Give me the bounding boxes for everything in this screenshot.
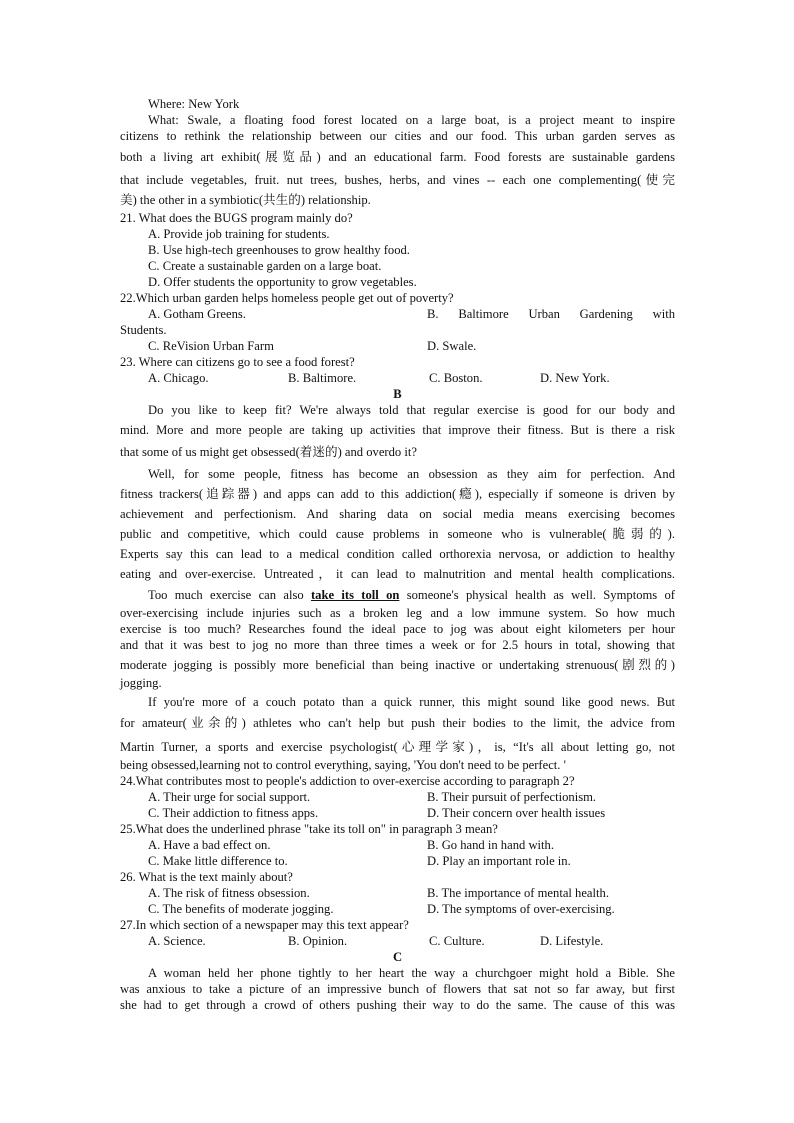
passage-b-p3-line: moderate jogging is possibly more beneficial than being inactive or undertaking strenuous(剧烈的) bbox=[120, 658, 675, 672]
question-25: 25.What does the underlined phrase "take its toll on" in paragraph 3 mean? bbox=[120, 822, 498, 836]
q27-option-b: B. Opinion. bbox=[288, 934, 348, 948]
section-b-heading: B bbox=[393, 387, 402, 401]
q25-options-row2 bbox=[120, 853, 675, 869]
question-24: 24.What contributes most to people's addiction to over-exercise according to paragraph 2? bbox=[120, 774, 575, 788]
q23-option-d: D. New York. bbox=[540, 371, 610, 385]
q27-options bbox=[120, 933, 675, 949]
q26-options-row1 bbox=[120, 885, 675, 901]
q25-option-a: A. Have a bad effect on. bbox=[148, 838, 271, 852]
q24-option-a: A. Their urge for social support. bbox=[148, 790, 311, 804]
q22-option-c: C. ReVision Urban Farm bbox=[148, 339, 274, 353]
q26-option-b: B. The importance of mental health. bbox=[427, 886, 609, 900]
passage-c-line: was anxious to take a picture of an impressive bunch of flowers that sat not so far away, but first bbox=[120, 982, 675, 996]
q22-option-d: D. Swale. bbox=[427, 339, 477, 353]
q24-option-b: B. Their pursuit of perfectionism. bbox=[427, 790, 597, 804]
q23-options bbox=[120, 370, 675, 386]
passage-b-p3-first-line bbox=[120, 585, 675, 605]
q24-options-row2 bbox=[120, 805, 675, 821]
q27-option-d: D. Lifestyle. bbox=[540, 934, 604, 948]
q21-option-c: C. Create a sustainable garden on a large boat. bbox=[148, 259, 382, 273]
passage-a-line: that include vegetables, fruit. nut trees, bushes, herbs, and vines -- each one complementing(使完 bbox=[120, 173, 675, 187]
q24-option-c: C. Their addiction to fitness apps. bbox=[148, 806, 319, 820]
passage-b-p3-line: over-exercising include injuries such as a broken leg and a low immune system. So how much bbox=[120, 606, 675, 620]
passage-b-p3-line: exercise is too much? Researches found the ideal pace to jog was about eight kilometers per hour bbox=[120, 622, 675, 636]
passage-c-line: she had to get through a crowd of others pushing their way to do the same. The cause of this was bbox=[120, 998, 675, 1012]
q22-option-b: B. Baltimore Urban Gardening with bbox=[427, 307, 675, 321]
passage-b-p3-line: and that it was best to jog no more than three times a week or for 2.5 hours in total, showing that bbox=[120, 638, 675, 652]
passage-a-line: citizens to rethink the relationship between our cities and our food. This urban garden serves as bbox=[120, 129, 675, 143]
passage-a-line: 美) the other in a symbiotic(共生的) relationship. bbox=[120, 193, 371, 207]
passage-b-p4-line: If you're more of a couch potato than a quick runner, this might sound like good news. But bbox=[148, 695, 675, 709]
passage-a-line: What: Swale, a floating food forest located on a large boat, is a project meant to inspire bbox=[148, 113, 675, 127]
passage-b-p2-line: public and competitive, which could cause problems in someone who is vulnerable(脆弱的). bbox=[120, 527, 675, 541]
q21-option-b: B. Use high-tech greenhouses to grow healthy food. bbox=[148, 243, 410, 257]
q25-options-row1 bbox=[120, 837, 675, 853]
q21-option-d: D. Offer students the opportunity to grow vegetables. bbox=[148, 275, 417, 289]
q27-option-a: A. Science. bbox=[148, 934, 206, 948]
passage-b-p2-line: Well, for some people, fitness has become an obsession as they aim for perfection. And bbox=[148, 467, 675, 481]
q25-option-c: C. Make little difference to. bbox=[148, 854, 288, 868]
question-21: 21. What does the BUGS program mainly do? bbox=[120, 211, 353, 225]
q22-option-a: A. Gotham Greens. bbox=[148, 307, 246, 321]
section-c-heading: C bbox=[392, 950, 403, 964]
q27-option-c: C. Culture. bbox=[429, 934, 485, 948]
q23-option-a: A. Chicago. bbox=[148, 371, 209, 385]
p3-text-before: Too much exercise can also bbox=[148, 588, 311, 602]
passage-c-line: A woman held her phone tightly to her heart the way a churchgoer might hold a Bible. She bbox=[148, 966, 675, 980]
q26-option-a: A. The risk of fitness obsession. bbox=[148, 886, 310, 900]
document-content bbox=[120, 96, 675, 1013]
question-23: 23. Where can citizens go to see a food forest? bbox=[120, 355, 355, 369]
q21-option-a: A. Provide job training for students. bbox=[148, 227, 330, 241]
passage-b-p2-line: achievement and perfectionism. And sharing data on social media means exercising becomes bbox=[120, 507, 675, 521]
passage-b-p2-line: eating and over-exercise. Untreated，it can lead to malnutrition and mental health complications. bbox=[120, 567, 675, 581]
question-27: 27.In which section of a newspaper may this text appear? bbox=[120, 918, 409, 932]
question-22: 22.Which urban garden helps homeless people get out of poverty? bbox=[120, 291, 454, 305]
where-line: Where: New York bbox=[148, 97, 240, 111]
q22-options-row2 bbox=[120, 338, 675, 354]
q22-option-b-cont: Students. bbox=[120, 323, 167, 337]
q23-option-c: C. Boston. bbox=[429, 371, 483, 385]
question-26: 26. What is the text mainly about? bbox=[120, 870, 293, 884]
q26-options-row2 bbox=[120, 901, 675, 917]
q25-option-d: D. Play an important role in. bbox=[427, 854, 571, 868]
q24-options-row1 bbox=[120, 789, 675, 805]
passage-b-p1-line: mind. More and more people are taking up activities that improve their fitness. But is there a risk bbox=[120, 423, 675, 437]
q26-option-d: D. The symptoms of over-exercising. bbox=[427, 902, 615, 916]
passage-b-p4-line: Martin Turner, a sports and exercise psychologist(心理学家)，is, “It's all about letting go, not bbox=[120, 740, 675, 754]
passage-b-p4-line: being obsessed,learning not to control everything, saying, 'You don't need to be perfect. ' bbox=[120, 758, 566, 772]
q26-option-c: C. The benefits of moderate jogging. bbox=[148, 902, 334, 916]
passage-b-p1-line: that some of us might get obsessed(着迷的) and overdo it? bbox=[120, 445, 417, 459]
q23-option-b: B. Baltimore. bbox=[288, 371, 357, 385]
passage-a-line: both a living art exhibit(展览品) and an educational farm. Food forests are sustainable gardens bbox=[120, 150, 675, 164]
q24-option-d: D. Their concern over health issues bbox=[427, 806, 606, 820]
q25-option-b: B. Go hand in hand with. bbox=[427, 838, 554, 852]
passage-b-p4-line: for amateur(业余的) athletes who can't help but push their bodies to the limit, the advice from bbox=[120, 716, 675, 730]
p3-text-after: someone's physical health as well. Symptoms of bbox=[399, 588, 675, 602]
passage-b-p3-line: jogging. bbox=[120, 676, 162, 690]
q22-options-row1 bbox=[120, 306, 675, 322]
passage-b-p2-line: fitness trackers(追踪器) and apps can add to this addiction(瘾), especially if someone is driven by bbox=[120, 487, 675, 501]
passage-b-p2-line: Experts say this can lead to a medical condition called orthorexia nervosa, or addiction to healthy bbox=[120, 547, 675, 561]
underlined-phrase: take its toll on bbox=[310, 588, 400, 602]
passage-b-p1-line: Do you like to keep fit? We're always told that regular exercise is good for our body and bbox=[148, 403, 675, 417]
